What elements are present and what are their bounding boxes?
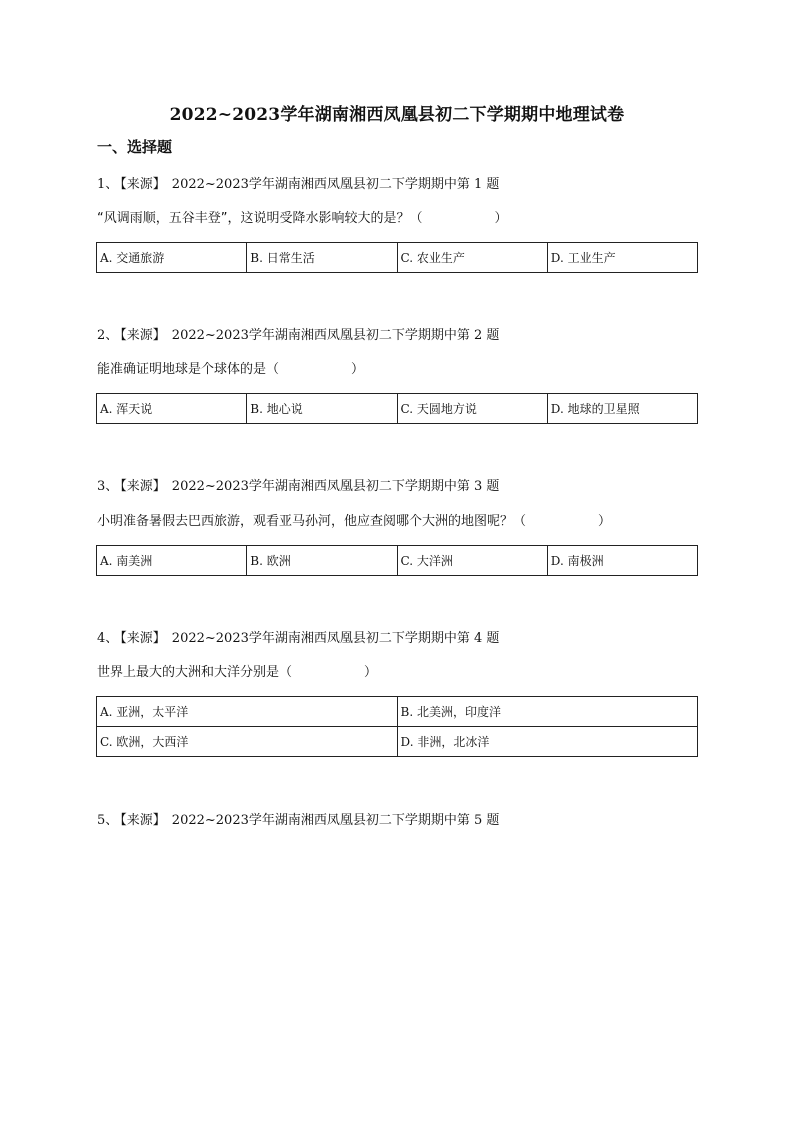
source-label: 【来源】: [120, 813, 166, 828]
option-c[interactable]: C. 农业生产: [397, 243, 547, 273]
option-c[interactable]: C. 天圆地方说: [397, 394, 547, 424]
source-text: 2022~2023学年湖南湘西凤凰县初二下学期期中第 2 题: [171, 328, 500, 343]
question-3-options: [96, 545, 698, 576]
option-d[interactable]: D. 地球的卫星照: [547, 394, 697, 424]
source-label: 【来源】: [120, 177, 166, 192]
option-a[interactable]: A. 南美洲: [97, 546, 247, 576]
stem-end: ）: [364, 665, 378, 680]
question-2-options: [96, 393, 698, 424]
option-a[interactable]: A. 浑天说: [97, 394, 247, 424]
question-3-source: [97, 475, 499, 494]
question-number: 5、: [97, 813, 119, 828]
section-heading: 一、选择题: [97, 138, 173, 156]
option-b[interactable]: B. 欧洲: [247, 546, 397, 576]
question-4-stem: [97, 661, 377, 680]
question-number: 2、: [97, 328, 119, 343]
stem-text: 能准确证明地球是个球体的是（: [97, 362, 280, 377]
option-b[interactable]: B. 日常生活: [247, 243, 397, 273]
source-label: 【来源】: [120, 328, 166, 343]
option-a[interactable]: A. 交通旅游: [97, 243, 247, 273]
option-b[interactable]: B. 北美洲，印度洋: [397, 697, 698, 727]
question-1-stem: [97, 207, 508, 226]
question-1-source: [97, 173, 499, 192]
question-number: 3、: [97, 479, 119, 494]
stem-end: ）: [598, 514, 612, 529]
option-c[interactable]: C. 欧洲，大西洋: [97, 727, 398, 757]
option-d[interactable]: D. 南极洲: [547, 546, 697, 576]
question-4-source: [97, 627, 499, 646]
option-c[interactable]: C. 大洋洲: [397, 546, 547, 576]
source-text: 2022~2023学年湖南湘西凤凰县初二下学期期中第 1 题: [171, 177, 500, 192]
page-title: 2022~2023学年湖南湘西凤凰县初二下学期期中地理试卷: [169, 105, 625, 125]
question-4-options: [96, 696, 698, 757]
question-2-source: [97, 324, 499, 343]
option-d[interactable]: D. 工业生产: [547, 243, 697, 273]
stem-text: “风调雨顺，五谷丰登”，这说明受降水影响较大的是？（: [97, 211, 423, 226]
question-1-options: [96, 242, 698, 273]
stem-text: 小明准备暑假去巴西旅游，观看亚马孙河，他应查阅哪个大洲的地图呢？（: [97, 514, 527, 529]
source-text: 2022~2023学年湖南湘西凤凰县初二下学期期中第 5 题: [171, 813, 500, 828]
question-3-stem: [97, 510, 611, 529]
stem-text: 世界上最大的大洲和大洋分别是（: [97, 665, 293, 680]
option-b[interactable]: B. 地心说: [247, 394, 397, 424]
source-label: 【来源】: [120, 631, 166, 646]
source-text: 2022~2023学年湖南湘西凤凰县初二下学期期中第 3 题: [171, 479, 500, 494]
stem-end: ）: [351, 362, 365, 377]
question-5-source: [97, 809, 499, 828]
question-number: 1、: [97, 177, 119, 192]
stem-end: ）: [494, 211, 508, 226]
option-a[interactable]: A. 亚洲，太平洋: [97, 697, 398, 727]
question-number: 4、: [97, 631, 119, 646]
option-d[interactable]: D. 非洲，北冰洋: [397, 727, 698, 757]
source-label: 【来源】: [120, 479, 166, 494]
source-text: 2022~2023学年湖南湘西凤凰县初二下学期期中第 4 题: [171, 631, 500, 646]
question-2-stem: [97, 358, 364, 377]
